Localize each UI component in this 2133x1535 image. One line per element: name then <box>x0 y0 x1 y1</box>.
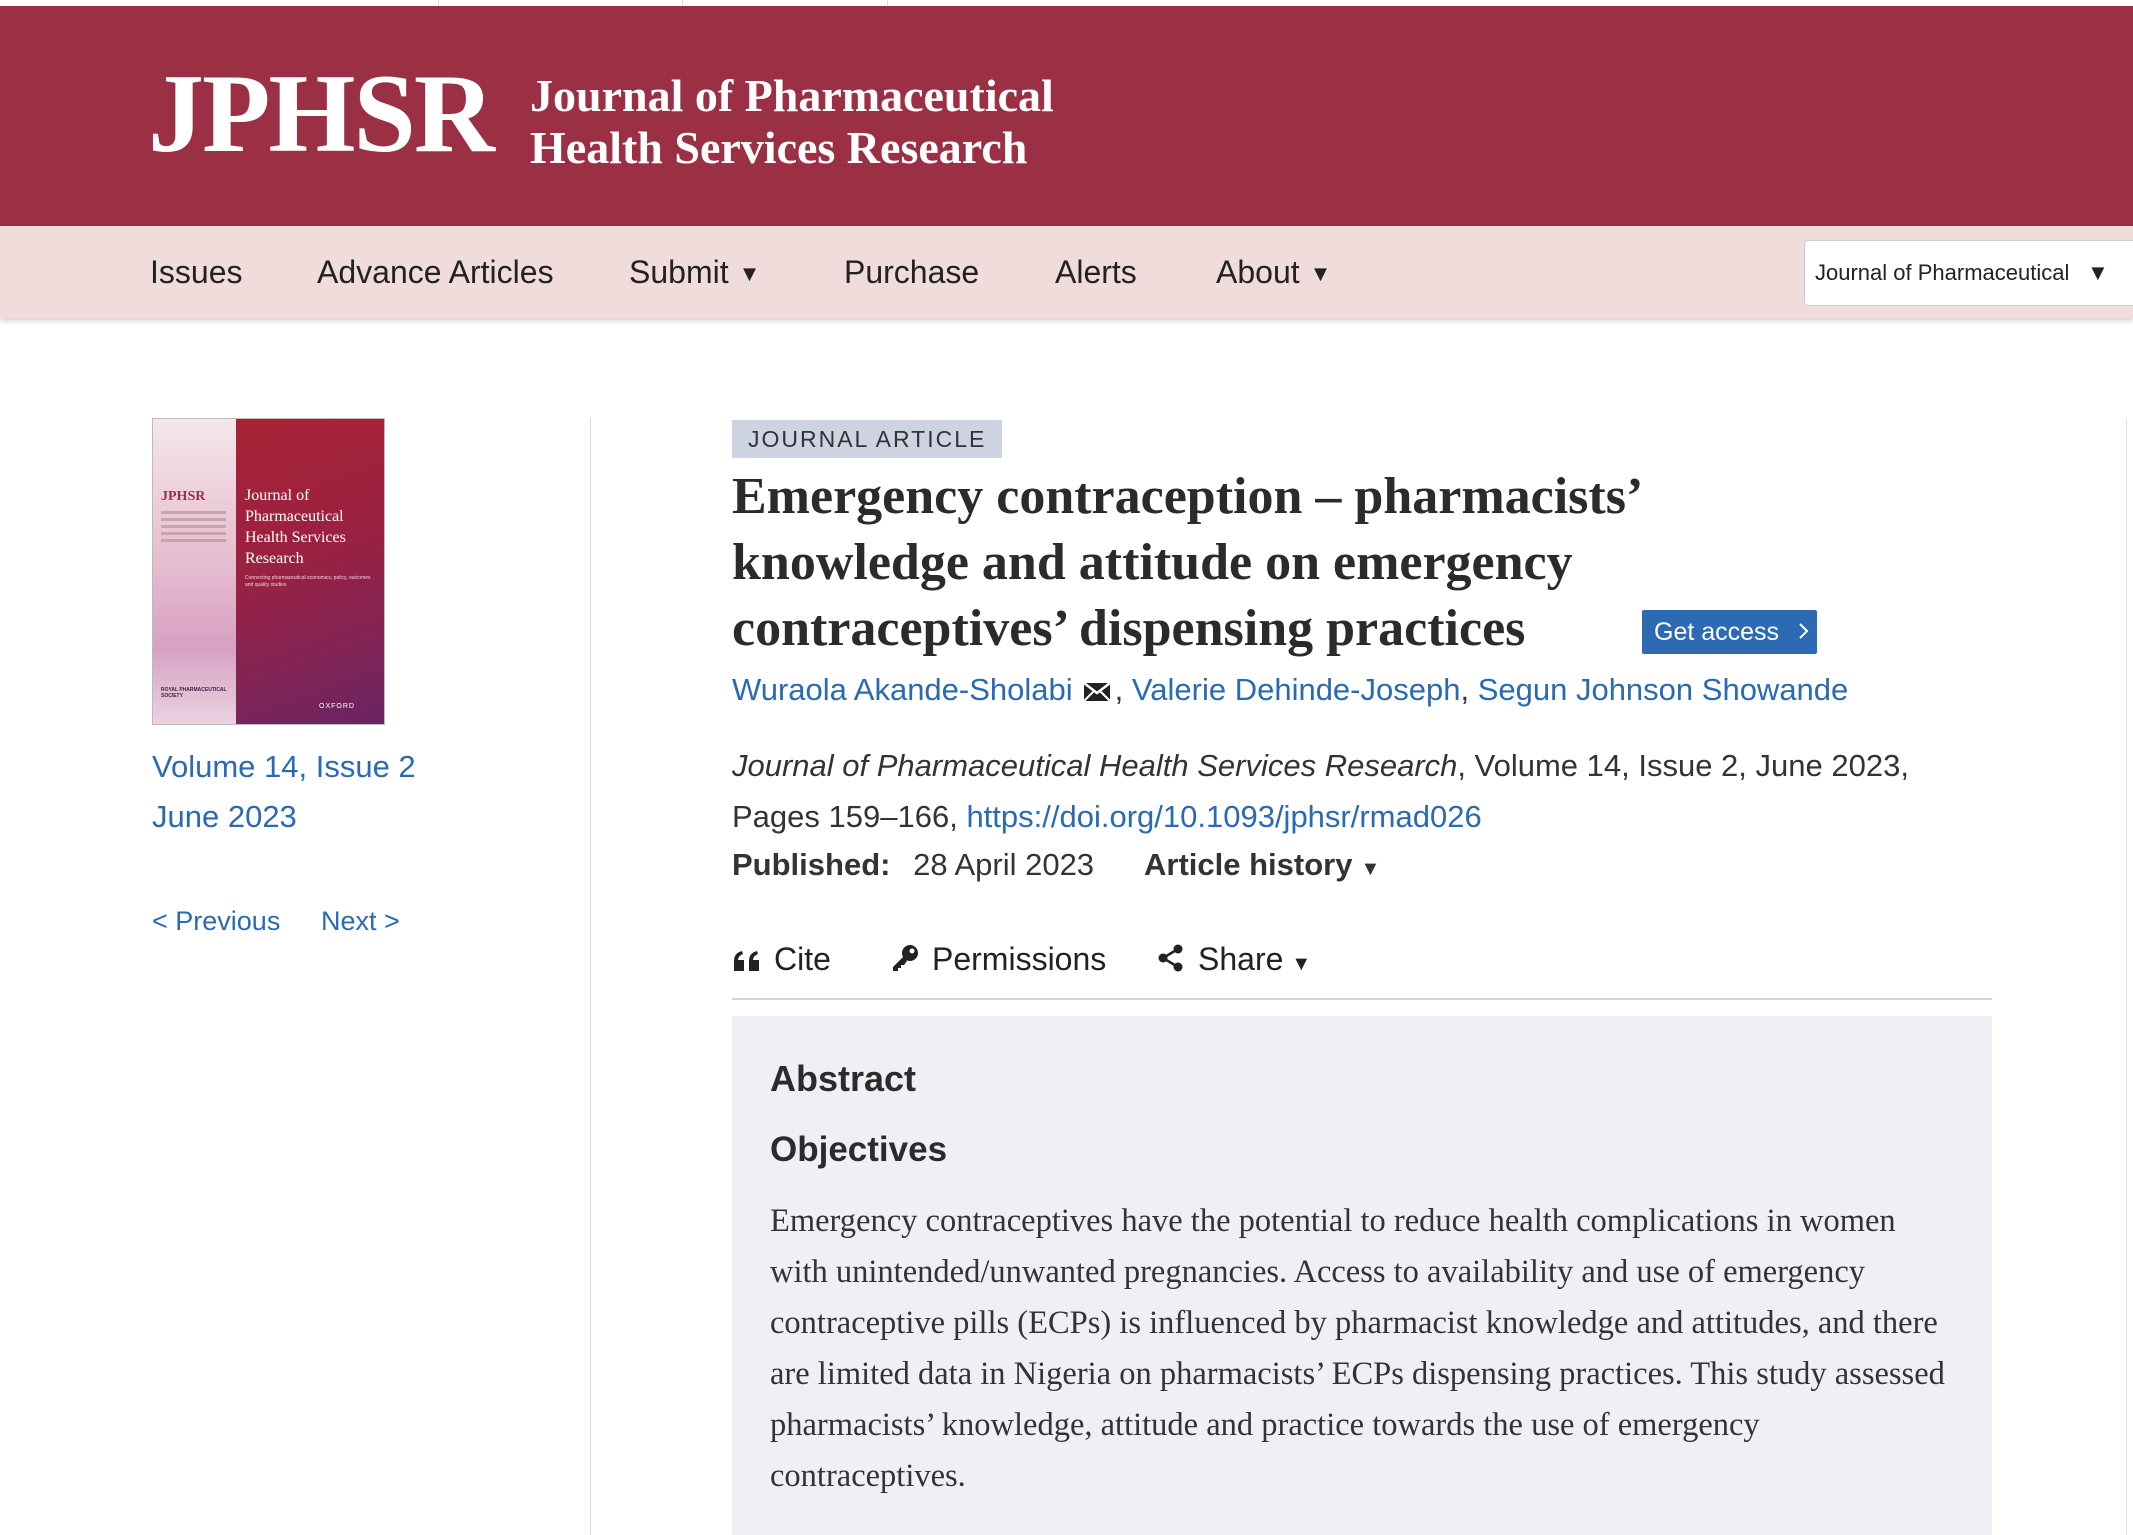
journal-logo-abbr[interactable]: JPHSR <box>148 52 493 176</box>
abstract-section <box>732 1016 1992 1535</box>
nav-label: Alerts <box>1055 254 1137 290</box>
author-separator: , <box>1460 672 1478 707</box>
cover-title: Journal of Pharmaceutical Health Services Research <box>245 487 346 567</box>
nav-alerts[interactable] <box>1055 254 1137 291</box>
objectives-text: Emergency contraceptives have the potential to reduce health complications in women with unintended/unwanted pregnancies. Access to availability and use of emergency contraceptive pills (ECPs) is influenced by pharmacist knowledge and attitudes, and there are limited data in Nigeria on pharmacists’ ECPs dispensing practices. This study assessed pharmacists’ knowledge, attitude and practice towards the use of emergency contraceptives. <box>770 1203 1945 1494</box>
nav-label: About <box>1216 254 1300 290</box>
cite-label: Cite <box>774 941 831 977</box>
author-list <box>732 668 1848 712</box>
published-value: 28 April 2023 <box>913 847 1095 882</box>
citation-details: , Volume 14, Issue 2, June 2023, Pages 159–166, <box>732 748 1909 834</box>
article-title: Emergency contraception – pharmacists’ knowledge and attitude on emergency contraceptives’ dispensing practices <box>732 468 1640 657</box>
permissions-button[interactable] <box>890 937 1106 984</box>
get-access-button[interactable] <box>1642 610 1817 654</box>
main-nav <box>0 226 2133 318</box>
share-button[interactable] <box>1156 937 1311 986</box>
nav-about[interactable] <box>1216 254 1331 291</box>
cover-right-panel <box>236 419 385 724</box>
quote-icon <box>732 940 762 984</box>
previous-article-link[interactable]: < Previous <box>152 906 281 936</box>
citation-journal: Journal of Pharmaceutical Health Services Research <box>732 748 1458 783</box>
issue-cover-image[interactable] <box>152 418 385 725</box>
caret-down-icon: ▼ <box>1360 858 1381 880</box>
chevron-right-icon <box>1798 610 1810 654</box>
article-history-toggle[interactable] <box>1144 843 1380 891</box>
article-history-label: Article history <box>1144 847 1353 882</box>
doi-link[interactable]: https://doi.org/10.1093/jphsr/rmad026 <box>966 799 1482 834</box>
author-link[interactable]: Segun Johnson Showande <box>1477 672 1849 707</box>
cover-publisher-logo: OXFORD <box>319 703 355 710</box>
nav-label: Advance Articles <box>317 254 554 290</box>
caret-down-icon: ▼ <box>1291 953 1312 975</box>
volume-issue-link[interactable]: Volume 14, Issue 2 <box>152 749 416 784</box>
next-article-link[interactable]: Next > <box>321 906 400 936</box>
site-masthead <box>0 6 2133 226</box>
cite-button[interactable] <box>732 937 831 984</box>
journal-select-dropdown[interactable] <box>1804 240 2133 306</box>
cover-abbr: JPHSR <box>161 489 206 504</box>
journal-logo-title[interactable] <box>530 70 1054 174</box>
right-column-edge <box>2126 418 2127 1535</box>
objectives-heading: Objectives <box>770 1130 948 1169</box>
envelope-icon[interactable] <box>1083 682 1111 701</box>
share-label: Share <box>1198 941 1284 977</box>
author-separator: , <box>1114 672 1132 707</box>
cover-small-print <box>161 511 226 546</box>
author-link[interactable]: Valerie Dehinde-Joseph <box>1131 672 1461 707</box>
nav-advance-articles[interactable] <box>317 254 554 291</box>
published-label: Published: <box>732 847 891 882</box>
issue-date-link[interactable]: June 2023 <box>152 799 297 834</box>
caret-down-icon: ▼ <box>1309 261 1332 286</box>
article-type-badge: JOURNAL ARTICLE <box>732 420 1002 458</box>
sidebar-divider <box>590 418 591 1535</box>
abstract-heading: Abstract <box>770 1058 917 1099</box>
nav-issues[interactable] <box>150 254 242 291</box>
caret-down-icon: ▼ <box>738 261 761 286</box>
author-link[interactable]: Wuraola Akande-Sholabi <box>732 672 1073 707</box>
cover-society-logo: ROYAL PHARMACEUTICAL SOCIETY <box>161 687 227 699</box>
nav-label: Submit <box>629 254 729 290</box>
dropdown-arrow-icon: ▼ <box>2087 260 2109 285</box>
permissions-label: Permissions <box>932 941 1107 977</box>
nav-purchase[interactable] <box>844 254 979 291</box>
key-icon <box>890 940 920 984</box>
journal-title-line1: Journal of Pharmaceutical <box>530 70 1054 121</box>
get-access-label: Get access <box>1654 618 1780 646</box>
cover-left-panel <box>153 419 236 724</box>
journal-title-line2: Health Services Research <box>530 122 1028 173</box>
published-date <box>732 843 1094 887</box>
nav-label: Purchase <box>844 254 980 290</box>
share-icon <box>1156 940 1186 984</box>
tools-divider <box>732 998 1992 1000</box>
cover-subtitle: Connecting pharmaceutical economics, policy, outcomes and quality studies <box>245 575 371 588</box>
citation-line <box>732 740 2002 842</box>
journal-select-value: Journal of Pharmaceutical <box>1815 260 2070 285</box>
nav-label: Issues <box>150 254 243 290</box>
nav-submit[interactable] <box>629 254 760 291</box>
